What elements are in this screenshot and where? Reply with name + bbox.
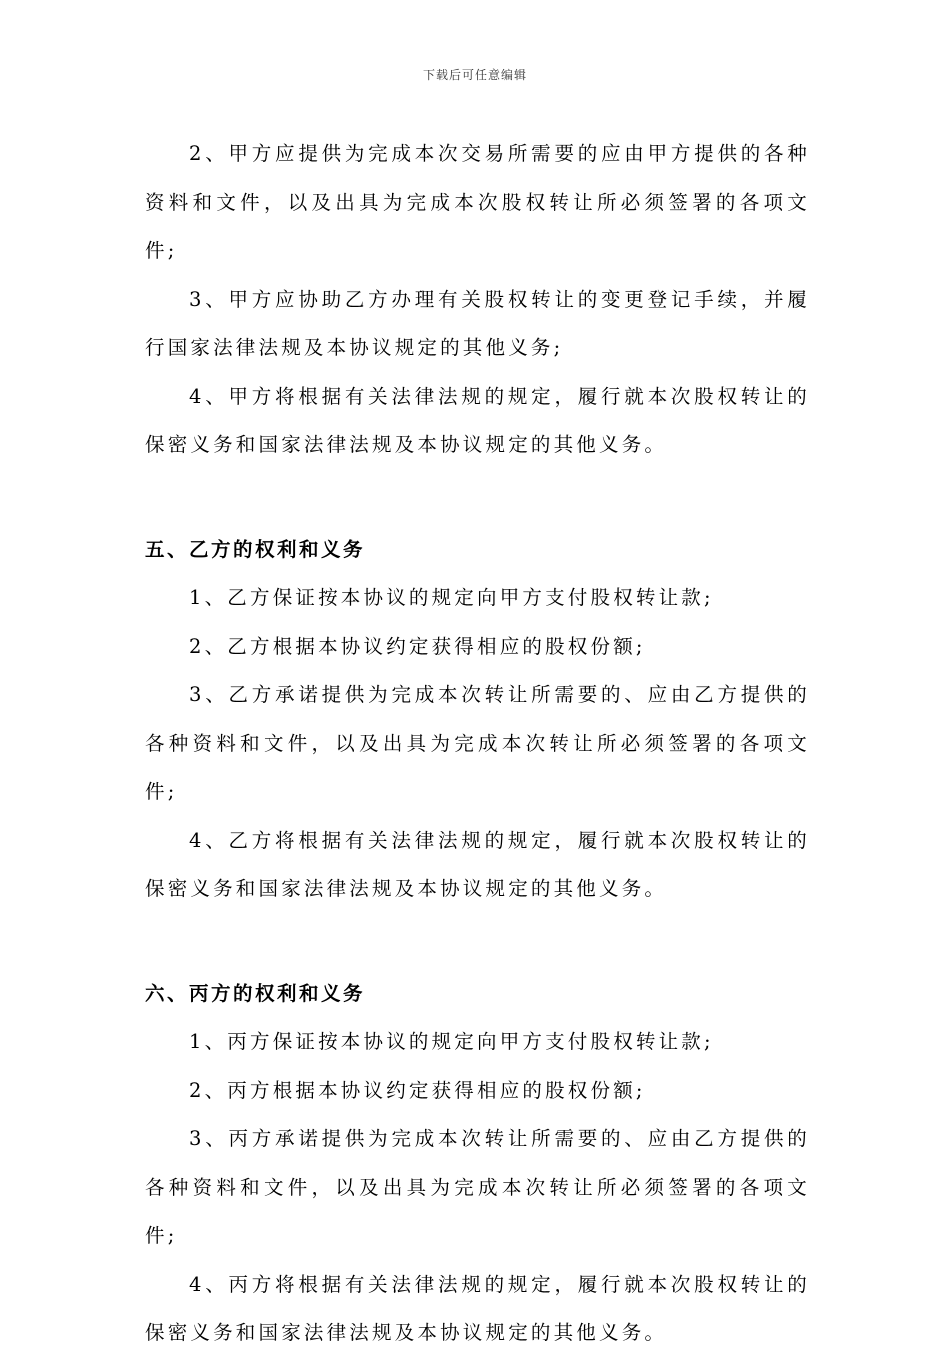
header-note: 下载后可任意编辑	[422, 68, 527, 82]
section-5-heading: 五、乙方的权利和义务	[145, 537, 366, 561]
section-6-item-3: 3、丙方承诺提供为完成本次转让所需要的、应由乙方提供的各种资料和文件，以及出具为完成本次转让所必须签署的各项文件;	[145, 1127, 810, 1247]
section-5-item-2: 2、乙方根据本协议约定获得相应的股权份额;	[189, 634, 646, 658]
section-6-item-1: 1、丙方保证按本协议的规定向甲方支付股权转让款;	[189, 1030, 714, 1053]
section-5-item-4: 4、乙方将根据有关法律法规的规定，履行就本次股权转让的保密义务和国家法律法规及本协议规定的其他义务。	[145, 828, 810, 900]
section-6-item-2: 2、丙方根据本协议约定获得相应的股权份额;	[189, 1078, 646, 1102]
section-5-item-1: 1、乙方保证按本协议的规定向甲方支付股权转让款;	[189, 586, 714, 609]
document-body	[145, 130, 810, 1358]
section-4-item-4: 4、甲方将根据有关法律法规的规定，履行就本次股权转让的保密义务和国家法律法规及本协议规定的其他义务。	[145, 384, 810, 456]
section-gap	[145, 470, 810, 526]
section-6-item-4: 4、丙方将根据有关法律法规的规定，履行就本次股权转让的保密义务和国家法律法规及本协议规定的其他义务。	[145, 1272, 810, 1344]
section-4-item-2: 2、甲方应提供为完成本次交易所需要的应由甲方提供的各种资料和文件，以及出具为完成本次股权转让所必须签署的各项文件;	[145, 142, 810, 262]
section-4-item-3: 3、甲方应协助乙方办理有关股权转让的变更登记手续，并履行国家法律法规及本协议规定的其他义务;	[145, 287, 810, 359]
section-5-item-3: 3、乙方承诺提供为完成本次转让所需要的、应由乙方提供的各种资料和文件，以及出具为完成本次转让所必须签署的各项文件;	[145, 683, 810, 803]
section-gap	[145, 914, 810, 970]
section-6-heading: 六、丙方的权利和义务	[145, 981, 366, 1005]
